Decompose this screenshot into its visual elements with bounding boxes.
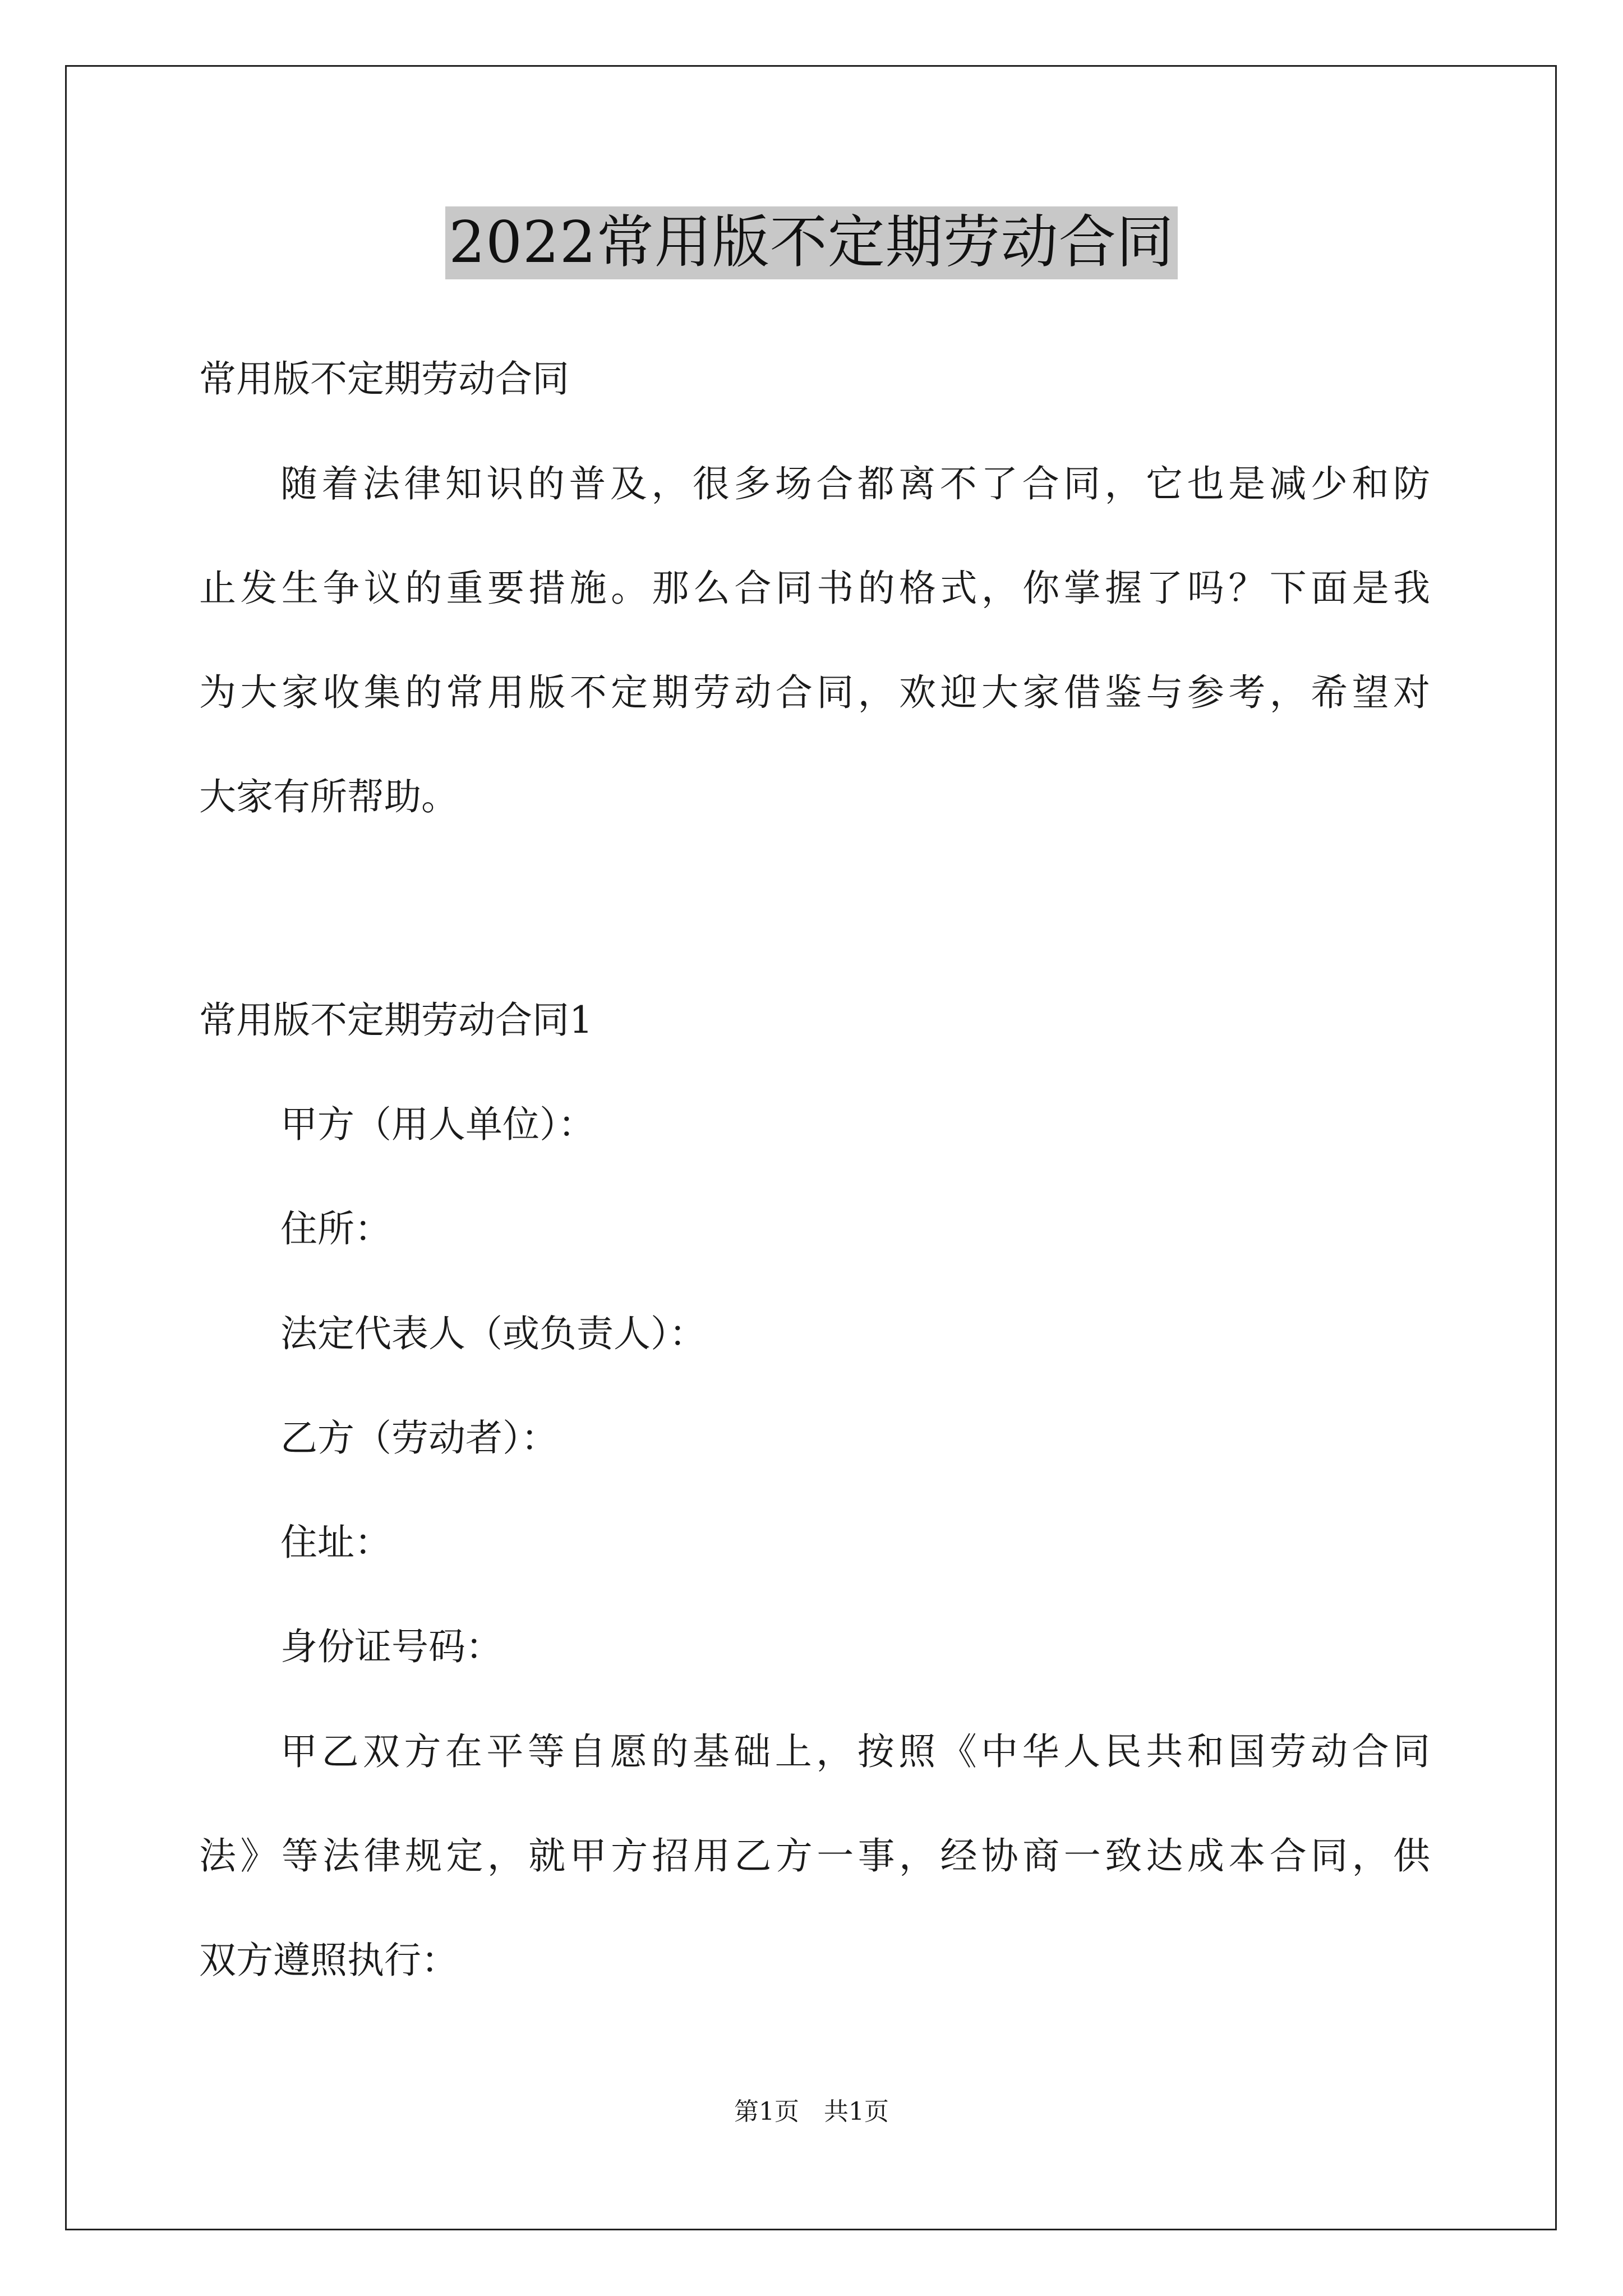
title-container — [0, 206, 1623, 279]
intro-line-2: 止发生争议的重要措施。那么合同书的格式，你掌握了吗？下面是我 — [199, 567, 1430, 610]
agreement-line-1: 甲乙双方在平等自愿的基础上，按照《中华人民共和国劳动合同 — [280, 1730, 1430, 1773]
field-employee: 乙方（劳动者）： — [280, 1416, 558, 1460]
document-title: 2022常用版不定期劳动合同 — [445, 206, 1178, 279]
field-legal-representative: 法定代表人（或负责人）： — [280, 1312, 706, 1355]
document-subtitle: 常用版不定期劳动合同 — [199, 357, 569, 401]
intro-line-4: 大家有所帮助。 — [199, 775, 458, 818]
page-footer: 第1页 共1页 — [734, 2097, 889, 2126]
agreement-line-2: 法》等法律规定，就甲方招用乙方一事，经协商一致达成本合同，供 — [199, 1834, 1430, 1878]
field-employer-residence: 住所： — [280, 1207, 391, 1250]
field-employee-address: 住址： — [280, 1521, 391, 1564]
field-employer: 甲方（用人单位）： — [280, 1103, 595, 1146]
intro-line-3: 为大家收集的常用版不定期劳动合同，欢迎大家借鉴与参考，希望对 — [199, 671, 1430, 714]
section-heading: 常用版不定期劳动合同1 — [199, 999, 593, 1042]
field-id-number: 身份证号码： — [280, 1625, 502, 1668]
agreement-line-3: 双方遵照执行： — [199, 1939, 458, 1982]
intro-line-1: 随着法律知识的普及，很多场合都离不了合同，它也是减少和防 — [280, 462, 1430, 505]
